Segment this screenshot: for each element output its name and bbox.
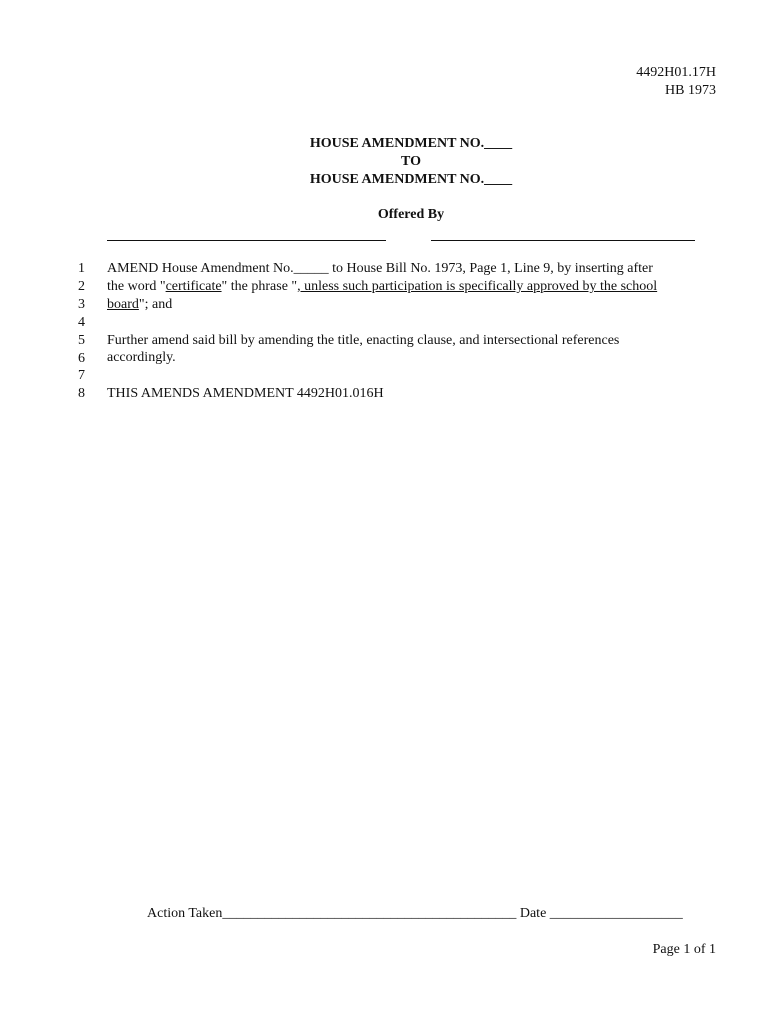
underlined-word: certificate [165, 278, 222, 294]
line-number: 1 [78, 261, 85, 276]
title-line-1: HOUSE AMENDMENT NO.____ [309, 136, 513, 151]
document-id-block [636, 64, 716, 100]
amendment-titles [0, 135, 770, 189]
inserted-phrase-end: board [107, 296, 139, 312]
sponsor-signature-line-left [107, 240, 386, 241]
body-text-segment: " the phrase " [221, 278, 298, 294]
line-number: 8 [78, 386, 85, 402]
body-line-2 [107, 278, 707, 296]
body-text-segment: "; and [138, 296, 173, 312]
date-label: Date [519, 906, 547, 921]
body-line-5: Further amend said bill by amending the title, enacting clause, and intersectional references [107, 332, 620, 348]
date-blank: ___________________ [549, 906, 683, 921]
bill-number: HB 1973 [665, 83, 716, 98]
body-line-8: THIS AMENDS AMENDMENT 4492H01.016H [107, 386, 384, 402]
sponsor-signature-line-right [431, 240, 695, 241]
line-number: 6 [78, 350, 85, 366]
body-line-3 [107, 296, 707, 314]
page-number: Page 1 of 1 [652, 942, 716, 957]
amendment-body [107, 260, 707, 403]
inserted-phrase: , unless such participation is specifically approved by the school [297, 278, 658, 294]
line-number: 5 [78, 332, 85, 348]
line-number-column [73, 260, 85, 403]
line-number: 2 [78, 278, 85, 294]
offered-by-label: Offered By [377, 207, 445, 222]
action-taken-row [147, 906, 683, 922]
doc-number: 4492H01.17H [636, 65, 716, 80]
body-line-1: AMEND House Amendment No._____ to House Bill No. 1973, Page 1, Line 9, by inserting after [107, 261, 653, 276]
line-number: 7 [78, 368, 85, 384]
title-line-2: TO [401, 154, 421, 169]
line-number: 4 [78, 314, 85, 330]
body-line-6: accordingly. [107, 350, 176, 366]
body-text-segment: the word " [107, 278, 166, 294]
body-line-7 [107, 367, 707, 385]
title-line-3: HOUSE AMENDMENT NO.____ [309, 172, 513, 187]
action-taken-blank: __________________________________________ [222, 906, 517, 921]
line-number: 3 [78, 296, 85, 312]
body-line-4 [107, 314, 707, 332]
action-taken-label: Action Taken [147, 906, 223, 921]
